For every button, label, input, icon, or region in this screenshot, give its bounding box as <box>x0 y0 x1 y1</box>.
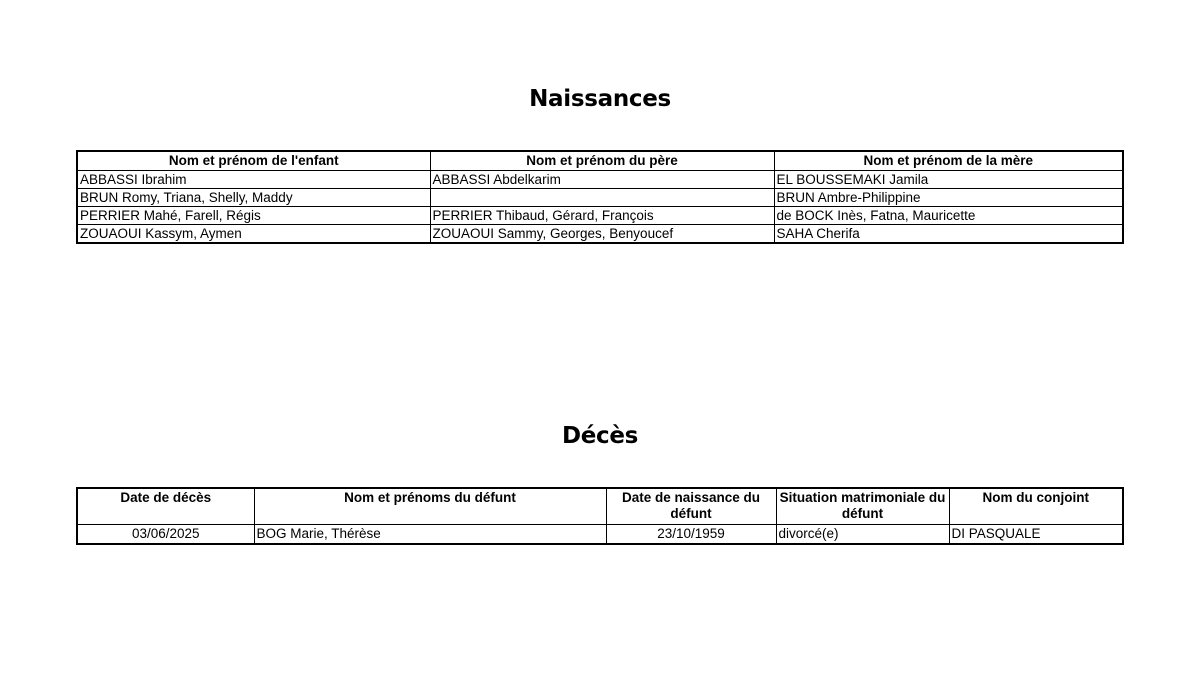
mother-name-cell: EL BOUSSEMAKI Jamila <box>774 171 1123 189</box>
death-date-cell: 03/06/2025 <box>77 525 254 545</box>
father-name-cell: ZOUAOUI Sammy, Georges, Benyoucef <box>430 225 774 244</box>
deaths-header-row <box>77 488 1123 525</box>
father-name-cell <box>430 189 774 207</box>
father-name-cell: PERRIER Thibaud, Gérard, François <box>430 207 774 225</box>
father-name-cell: ABBASSI Abdelkarim <box>430 171 774 189</box>
header-father-name: Nom et prénom du père <box>430 151 774 171</box>
mother-name-cell: SAHA Cherifa <box>774 225 1123 244</box>
child-name-cell: PERRIER Mahé, Farell, Régis <box>77 207 430 225</box>
header-child-name: Nom et prénom de l'enfant <box>77 151 430 171</box>
header-marital-status: Situation matrimoniale du défunt <box>776 488 949 525</box>
header-birth-date: Date de naissance du défunt <box>606 488 776 525</box>
table-row <box>77 189 1123 207</box>
header-mother-name: Nom et prénom de la mère <box>774 151 1123 171</box>
table-row <box>77 171 1123 189</box>
mother-name-cell: de BOCK Inès, Fatna, Mauricette <box>774 207 1123 225</box>
deceased-name-cell: BOG Marie, Thérèse <box>254 525 606 545</box>
child-name-cell: ZOUAOUI Kassym, Aymen <box>77 225 430 244</box>
births-table <box>76 150 1124 244</box>
deaths-title: Décès <box>561 423 639 449</box>
header-spouse-name: Nom du conjoint <box>949 488 1123 525</box>
mother-name-cell: BRUN Ambre-Philippine <box>774 189 1123 207</box>
birth-date-cell: 23/10/1959 <box>606 525 776 545</box>
births-title: Naissances <box>529 86 671 112</box>
deaths-table <box>76 487 1124 545</box>
table-row <box>77 525 1123 545</box>
spouse-name-cell: DI PASQUALE <box>949 525 1123 545</box>
table-row <box>77 207 1123 225</box>
marital-status-cell: divorcé(e) <box>776 525 949 545</box>
births-header-row <box>77 151 1123 171</box>
header-death-date: Date de décès <box>77 488 254 525</box>
header-deceased-name: Nom et prénoms du défunt <box>254 488 606 525</box>
child-name-cell: ABBASSI Ibrahim <box>77 171 430 189</box>
child-name-cell: BRUN Romy, Triana, Shelly, Maddy <box>77 189 430 207</box>
table-row <box>77 225 1123 244</box>
